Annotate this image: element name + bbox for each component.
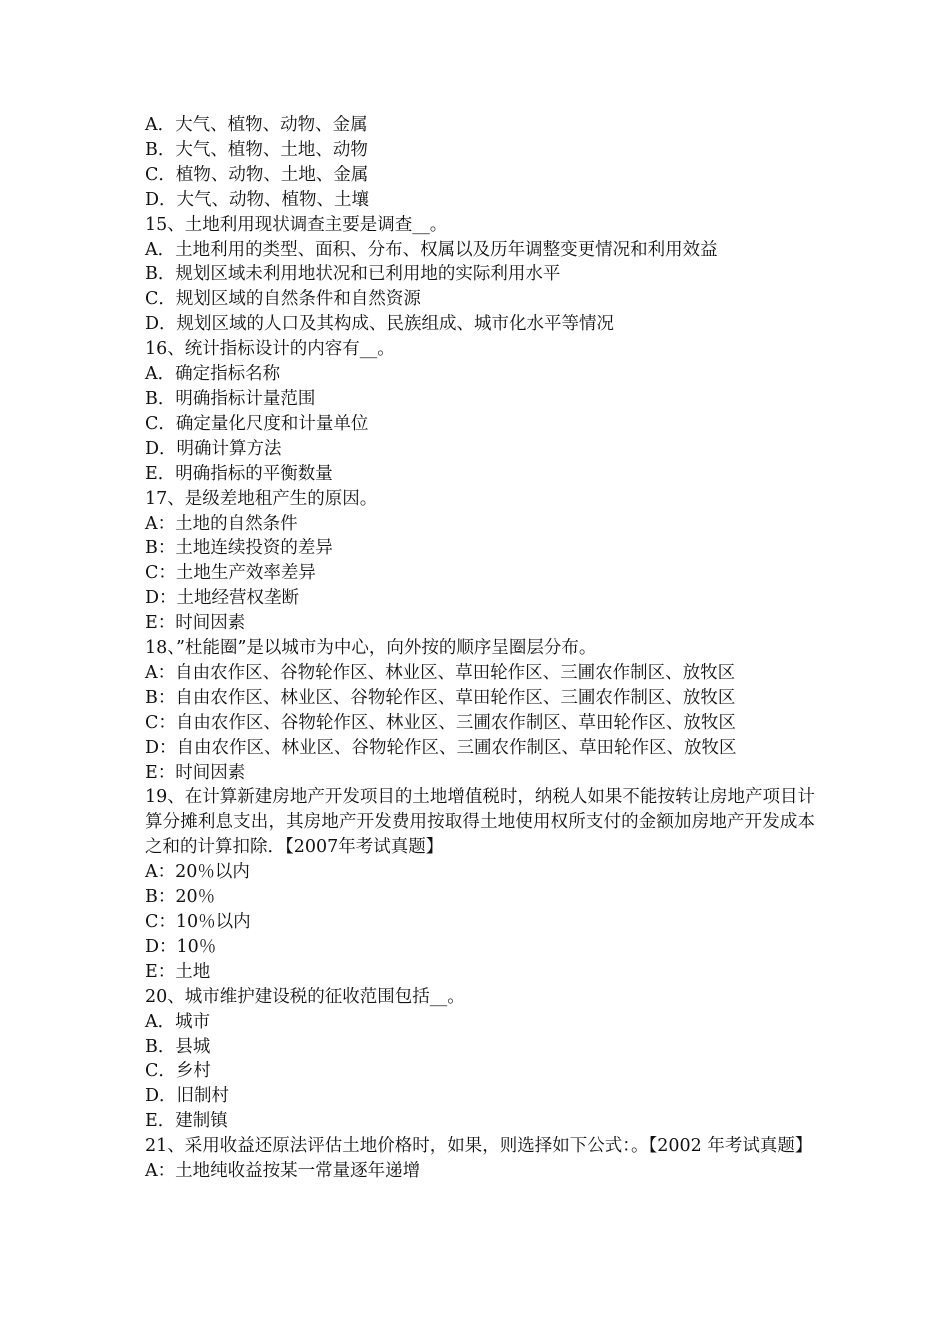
option-17b: B：土地连续投资的差异	[145, 538, 333, 559]
question-16: 16、统计指标设计的内容有__。	[145, 339, 395, 360]
option-16a: A．确定指标名称	[145, 364, 281, 385]
option-20e: E．建制镇	[145, 1111, 228, 1132]
option-19e: E：土地	[145, 961, 211, 982]
option-17a: A：土地的自然条件	[145, 513, 298, 534]
option-20d: D．旧制村	[145, 1086, 230, 1107]
question-15: 15、土地利用现状调查主要是调查__。	[145, 214, 448, 235]
option-19b: B：20％	[145, 887, 216, 908]
option-18a: A：自由农作区、谷物轮作区、林业区、草田轮作区、三圃农作制区、放牧区	[145, 662, 736, 683]
option-14d: D．大气、动物、植物、土壤	[145, 189, 370, 210]
option-16b: B．明确指标计量范围	[145, 388, 316, 409]
option-16c: C．确定量化尺度和计量单位	[145, 413, 369, 434]
option-14a: A．大气、植物、动物、金属	[145, 115, 368, 135]
question-21: 21、采用收益还原法评估土地价格时，如果，则选择如下公式：。【2002 年考试真题】	[145, 1136, 813, 1157]
option-20a: A．城市	[145, 1011, 211, 1032]
option-18d: D：自由农作区、林业区、谷物轮作区、三圃农作制区、草田轮作区、放牧区	[145, 737, 737, 758]
question-18: 18、”杜能圈”是以城市为中心，向外按的顺序呈圈层分布。	[145, 638, 597, 659]
option-19a: A：20％以内	[145, 862, 250, 883]
document-page	[145, 113, 815, 1184]
option-16d: D．明确计算方法	[145, 438, 282, 459]
question-20: 20、城市维护建设税的征收范围包括__。	[145, 986, 465, 1007]
option-19c: C：10％以内	[145, 912, 251, 932]
option-17e: E：时间因素	[145, 613, 246, 634]
option-19d: D：10％	[145, 936, 217, 957]
option-17c: C：土地生产效率差异	[145, 563, 316, 584]
option-20b: B．县城	[145, 1036, 211, 1057]
question-19: 19、在计算新建房地产开发项目的土地增值税时，纳税人如果不能按转让房地产项目计算分摊利息支出，其房地产开发费用按取得土地使用权所支付的金额加房地产开发成本之和的计算扣除．【2007年考试真题】	[145, 787, 815, 858]
option-15a: A．土地利用的类型、面积、分布、权属以及历年调整变更情况和利用效益	[145, 239, 718, 260]
option-14b: B．大气、植物、土地、动物	[145, 139, 368, 160]
option-21a: A：土地纯收益按某一常量逐年递增	[145, 1161, 421, 1182]
option-15b: B．规划区域未利用地状况和已利用地的实际利用水平	[145, 264, 561, 285]
question-17: 17、是级差地租产生的原因。	[145, 488, 378, 509]
option-18b: B：自由农作区、林业区、谷物轮作区、草田轮作区、三圃农作制区、放牧区	[145, 687, 736, 708]
option-16e: E．明确指标的平衡数量	[145, 463, 333, 484]
option-17d: D：土地经营权垄断	[145, 588, 300, 609]
option-18c: C：自由农作区、谷物轮作区、林业区、三圃农作制区、草田轮作区、放牧区	[145, 712, 736, 733]
option-20c: C．乡村	[145, 1061, 211, 1082]
option-15c: C．规划区域的自然条件和自然资源	[145, 289, 421, 310]
option-15d: D．规划区域的人口及其构成、民族组成、城市化水平等情况	[145, 314, 615, 335]
option-14c: C．植物、动物、土地、金属	[145, 164, 369, 185]
option-18e: E：时间因素	[145, 762, 246, 783]
